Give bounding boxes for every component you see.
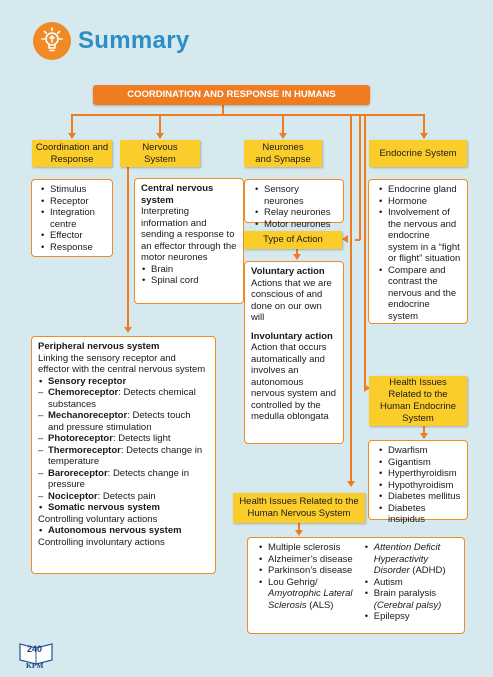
list-item: • Sensory neurones — [264, 184, 337, 207]
connector — [355, 239, 360, 241]
cns-heading: Central nervous system — [141, 183, 214, 206]
neurones-category — [244, 140, 322, 167]
list-item: • Hyperthyroidism — [388, 468, 461, 480]
list-item: • Integration centre — [50, 207, 106, 230]
nervous-category — [120, 140, 200, 167]
arrow-down — [295, 530, 303, 536]
autonomous-description: Controlling involuntary actions — [38, 536, 165, 548]
list-item: • Diabetes mellitus — [388, 491, 461, 503]
receptor-item: – Mechanoreceptor: Detects touch and pressure stimulation — [38, 410, 209, 433]
receptor-item: – Nociceptor: Detects pain — [38, 491, 209, 503]
connector — [71, 114, 73, 134]
pns-heading: Peripheral nervous system — [38, 341, 160, 352]
somatic-heading: • Somatic nervous system — [48, 502, 209, 514]
list-item: • Endocrine gland — [388, 184, 461, 196]
receptor-item: – Thermoreceptor: Detects change in temperature — [38, 445, 209, 468]
list-item: • Parkinson’s disease — [268, 565, 356, 577]
voluntary-description: Actions that we are conscious of and done on our own will — [251, 277, 332, 323]
page-title: Summary — [78, 27, 190, 54]
page-number: 240 — [27, 644, 43, 654]
connector — [423, 114, 425, 134]
nervous-health-title-box — [233, 493, 365, 523]
involuntary-heading: Involuntary action — [251, 330, 333, 342]
receptor-item: – Chemoreceptor: Detects chemical substances — [38, 387, 209, 410]
list-item: • Involvement of the nervous and endocrine system in a “fight or flight” situation — [388, 207, 461, 265]
sensory-receptor-heading: • Sensory receptor — [48, 376, 209, 388]
lightbulb-icon — [33, 22, 71, 60]
receptor-item: – Photoreceptor: Detects light — [38, 433, 209, 445]
list-item: • Stimulus — [50, 184, 106, 196]
list-item: • Brain — [151, 264, 237, 276]
list-item: • Brain paralysis (Cerebral palsy) — [374, 588, 458, 611]
arrow-down — [68, 133, 76, 139]
pns-box — [31, 336, 216, 574]
list-item: • Effector — [50, 230, 106, 242]
list-item: • Lou Gehrig/ Amyotrophic Lateral Sclerosis (ALS) — [268, 577, 356, 612]
list-item: • Motor neurones — [264, 219, 337, 231]
list-item: • Relay neurones — [264, 207, 337, 219]
coordination-category-label: Coordination and Response — [35, 141, 109, 165]
neurones-category-label: Neurones and Synapse — [255, 141, 311, 165]
involuntary-description: Action that occurs automatically and involves an autonomous nervous system and controlled by the medulla oblongata — [251, 342, 337, 422]
connector — [282, 114, 284, 134]
kpm-page-badge — [16, 640, 56, 670]
list-item: • Autism — [374, 577, 458, 589]
connector — [359, 114, 361, 240]
list-item: • Diabetes insipidus — [388, 503, 461, 526]
list-item: • Compare and contrast the nervous and the endocrine system — [388, 265, 461, 323]
nervous-category-label: Nervous System — [142, 141, 178, 165]
autonomous-heading: • Autonomous nervous system — [48, 525, 209, 537]
arrow-down — [156, 133, 164, 139]
list-item: • Hypothyroidism — [388, 480, 461, 492]
voluntary-heading: Voluntary action — [251, 266, 325, 277]
type-of-action-label: Type of Action — [263, 234, 323, 245]
pns-description: Linking the sensory receptor and effector with the central nervous system — [38, 352, 206, 375]
receptor-item: – Baroreceptor: Detects change in pressure — [38, 468, 209, 491]
arrow-left — [342, 235, 348, 243]
list-item: • Hormone — [388, 196, 461, 208]
coordination-box — [31, 179, 113, 257]
connector — [159, 114, 161, 134]
action-types-box — [244, 261, 344, 444]
list-item: • Epilepsy — [374, 611, 458, 623]
arrow-down — [347, 481, 355, 487]
arrow-down — [124, 327, 132, 333]
main-header: COORDINATION AND RESPONSE IN HUMANS — [93, 85, 370, 105]
somatic-description: Controlling voluntary actions — [38, 513, 158, 525]
connector — [364, 114, 366, 388]
list-item: • Dwarfism — [388, 445, 461, 457]
endocrine-category — [369, 140, 467, 167]
list-item: • Alzheimer’s disease — [268, 554, 356, 566]
cns-box — [134, 178, 244, 304]
endocrine-health-title: Health Issues Related to the Human Endocrine System — [379, 377, 457, 424]
neurones-box — [244, 179, 344, 230]
endocrine-category-label: Endocrine System — [379, 147, 457, 159]
list-item: • Gigantism — [388, 457, 461, 469]
list-item: • Attention Deficit Hyperactivity Disorder (ADHD) — [374, 542, 458, 577]
connector — [127, 165, 129, 328]
connector — [71, 114, 425, 116]
arrow-down — [420, 433, 428, 439]
list-item: • Response — [50, 242, 106, 254]
list-item: • Multiple sclerosis — [268, 542, 356, 554]
connector — [350, 114, 352, 482]
endocrine-box — [368, 179, 468, 324]
endocrine-health-box — [368, 440, 468, 525]
nervous-health-title: Health Issues Related to the Human Nervous System — [239, 496, 359, 519]
arrow-down — [293, 254, 301, 260]
arrow-down — [420, 133, 428, 139]
coordination-category — [32, 140, 112, 167]
nervous-health-box — [247, 537, 465, 634]
endocrine-health-title-box — [369, 376, 467, 426]
arrow-down — [279, 133, 287, 139]
list-item: • Receptor — [50, 196, 106, 208]
cns-description: Interpreting information and sending a response to an effector through the motor neurones — [141, 206, 237, 263]
list-item: • Spinal cord — [151, 275, 237, 287]
type-of-action-label-box — [244, 231, 342, 249]
publisher-label: KPM — [26, 661, 44, 670]
